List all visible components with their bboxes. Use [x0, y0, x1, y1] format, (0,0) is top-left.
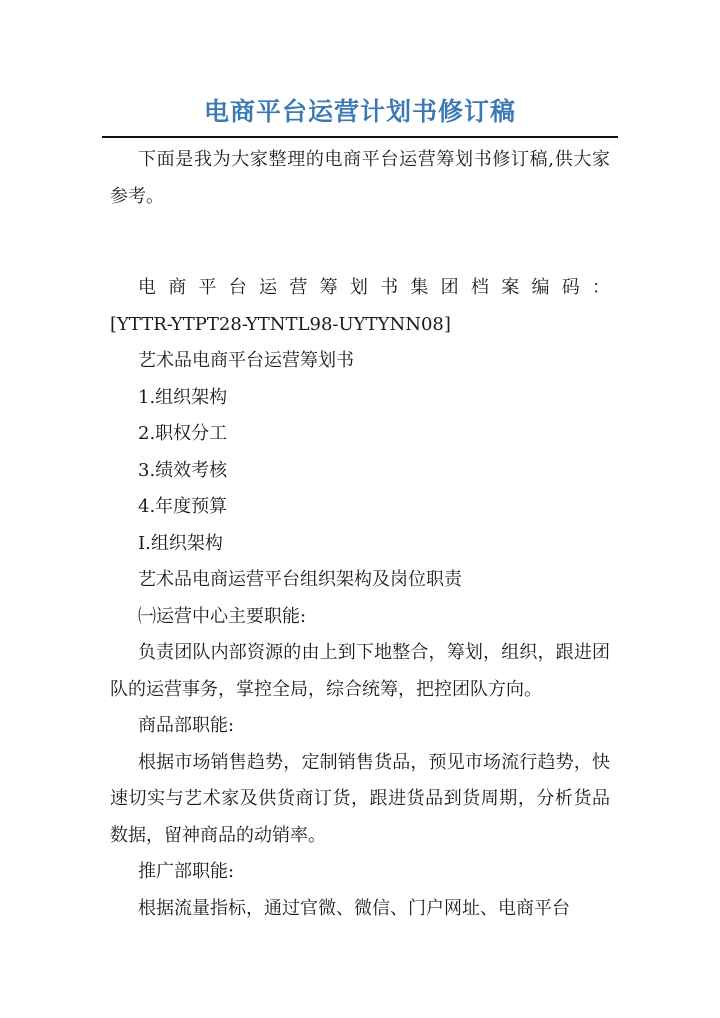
archive-label-char: 筹 [319, 277, 338, 298]
archive-label-char: 书 [380, 277, 399, 298]
archive-label-char: 档 [470, 277, 489, 298]
section-subheading: 艺术品电商运营平台组织架构及岗位职责 [138, 569, 462, 590]
document-title: 电商平台运营计划书修订稿 [203, 97, 516, 126]
archive-label-char: 营 [289, 277, 308, 298]
archive-code-label [110, 270, 610, 307]
intro-paragraph: 下面是我为大家整理的电商平台运营筹划书修订稿,供大家参考。 [110, 149, 610, 207]
archive-label-char: 商 [168, 277, 187, 298]
archive-label-char: 平 [198, 277, 217, 298]
archive-label-char: ： [591, 277, 610, 298]
archive-code: [YTTR-YTPT28-YTNTL98-UYTYNN08] [110, 313, 451, 335]
archive-label-char: 台 [228, 277, 247, 298]
goods-dept-text: 根据市场销售趋势，定制销售货品，预见市场流行趋势，快速切实与艺术家及供货商订货，跟进货品到货周期，分析货品数据，留神商品的动销率。 [110, 751, 610, 846]
blank-space [110, 215, 610, 270]
archive-label-char: 划 [349, 277, 368, 298]
toc-item: 4.年度预算 [138, 496, 228, 517]
archive-label-char: 案 [501, 277, 520, 298]
archive-label-char: 码 [561, 277, 580, 298]
archive-label-char: 集 [410, 277, 429, 298]
archive-label-char: 团 [440, 277, 459, 298]
archive-label-char: 运 [259, 277, 278, 298]
archive-label-char: 编 [531, 277, 550, 298]
toc-item: 1.组织架构 [138, 386, 228, 408]
ops-center-heading: ㈠运营中心主要职能: [138, 605, 307, 627]
promo-dept-text: 根据流量指标，通过官微、微信、门户网址、电商平台 [138, 897, 570, 919]
title-underline [102, 136, 618, 138]
document-body [110, 142, 610, 927]
plan-title: 艺术品电商平台运营筹划书 [138, 350, 354, 371]
archive-label-char: 电 [138, 277, 156, 298]
toc-item: 2.职权分工 [138, 423, 228, 444]
toc-item: 3.绩效考核 [138, 459, 228, 481]
goods-dept-heading: 商品部职能: [138, 715, 235, 736]
promo-dept-heading: 推广部职能: [138, 861, 235, 882]
ops-center-text: 负责团队内部资源的由上到下地整合，筹划，组织，跟进团队的运营事务，掌控全局，综合统筹，把控团队方向。 [110, 642, 610, 700]
section-heading: Ⅰ.组织架构 [138, 532, 223, 554]
